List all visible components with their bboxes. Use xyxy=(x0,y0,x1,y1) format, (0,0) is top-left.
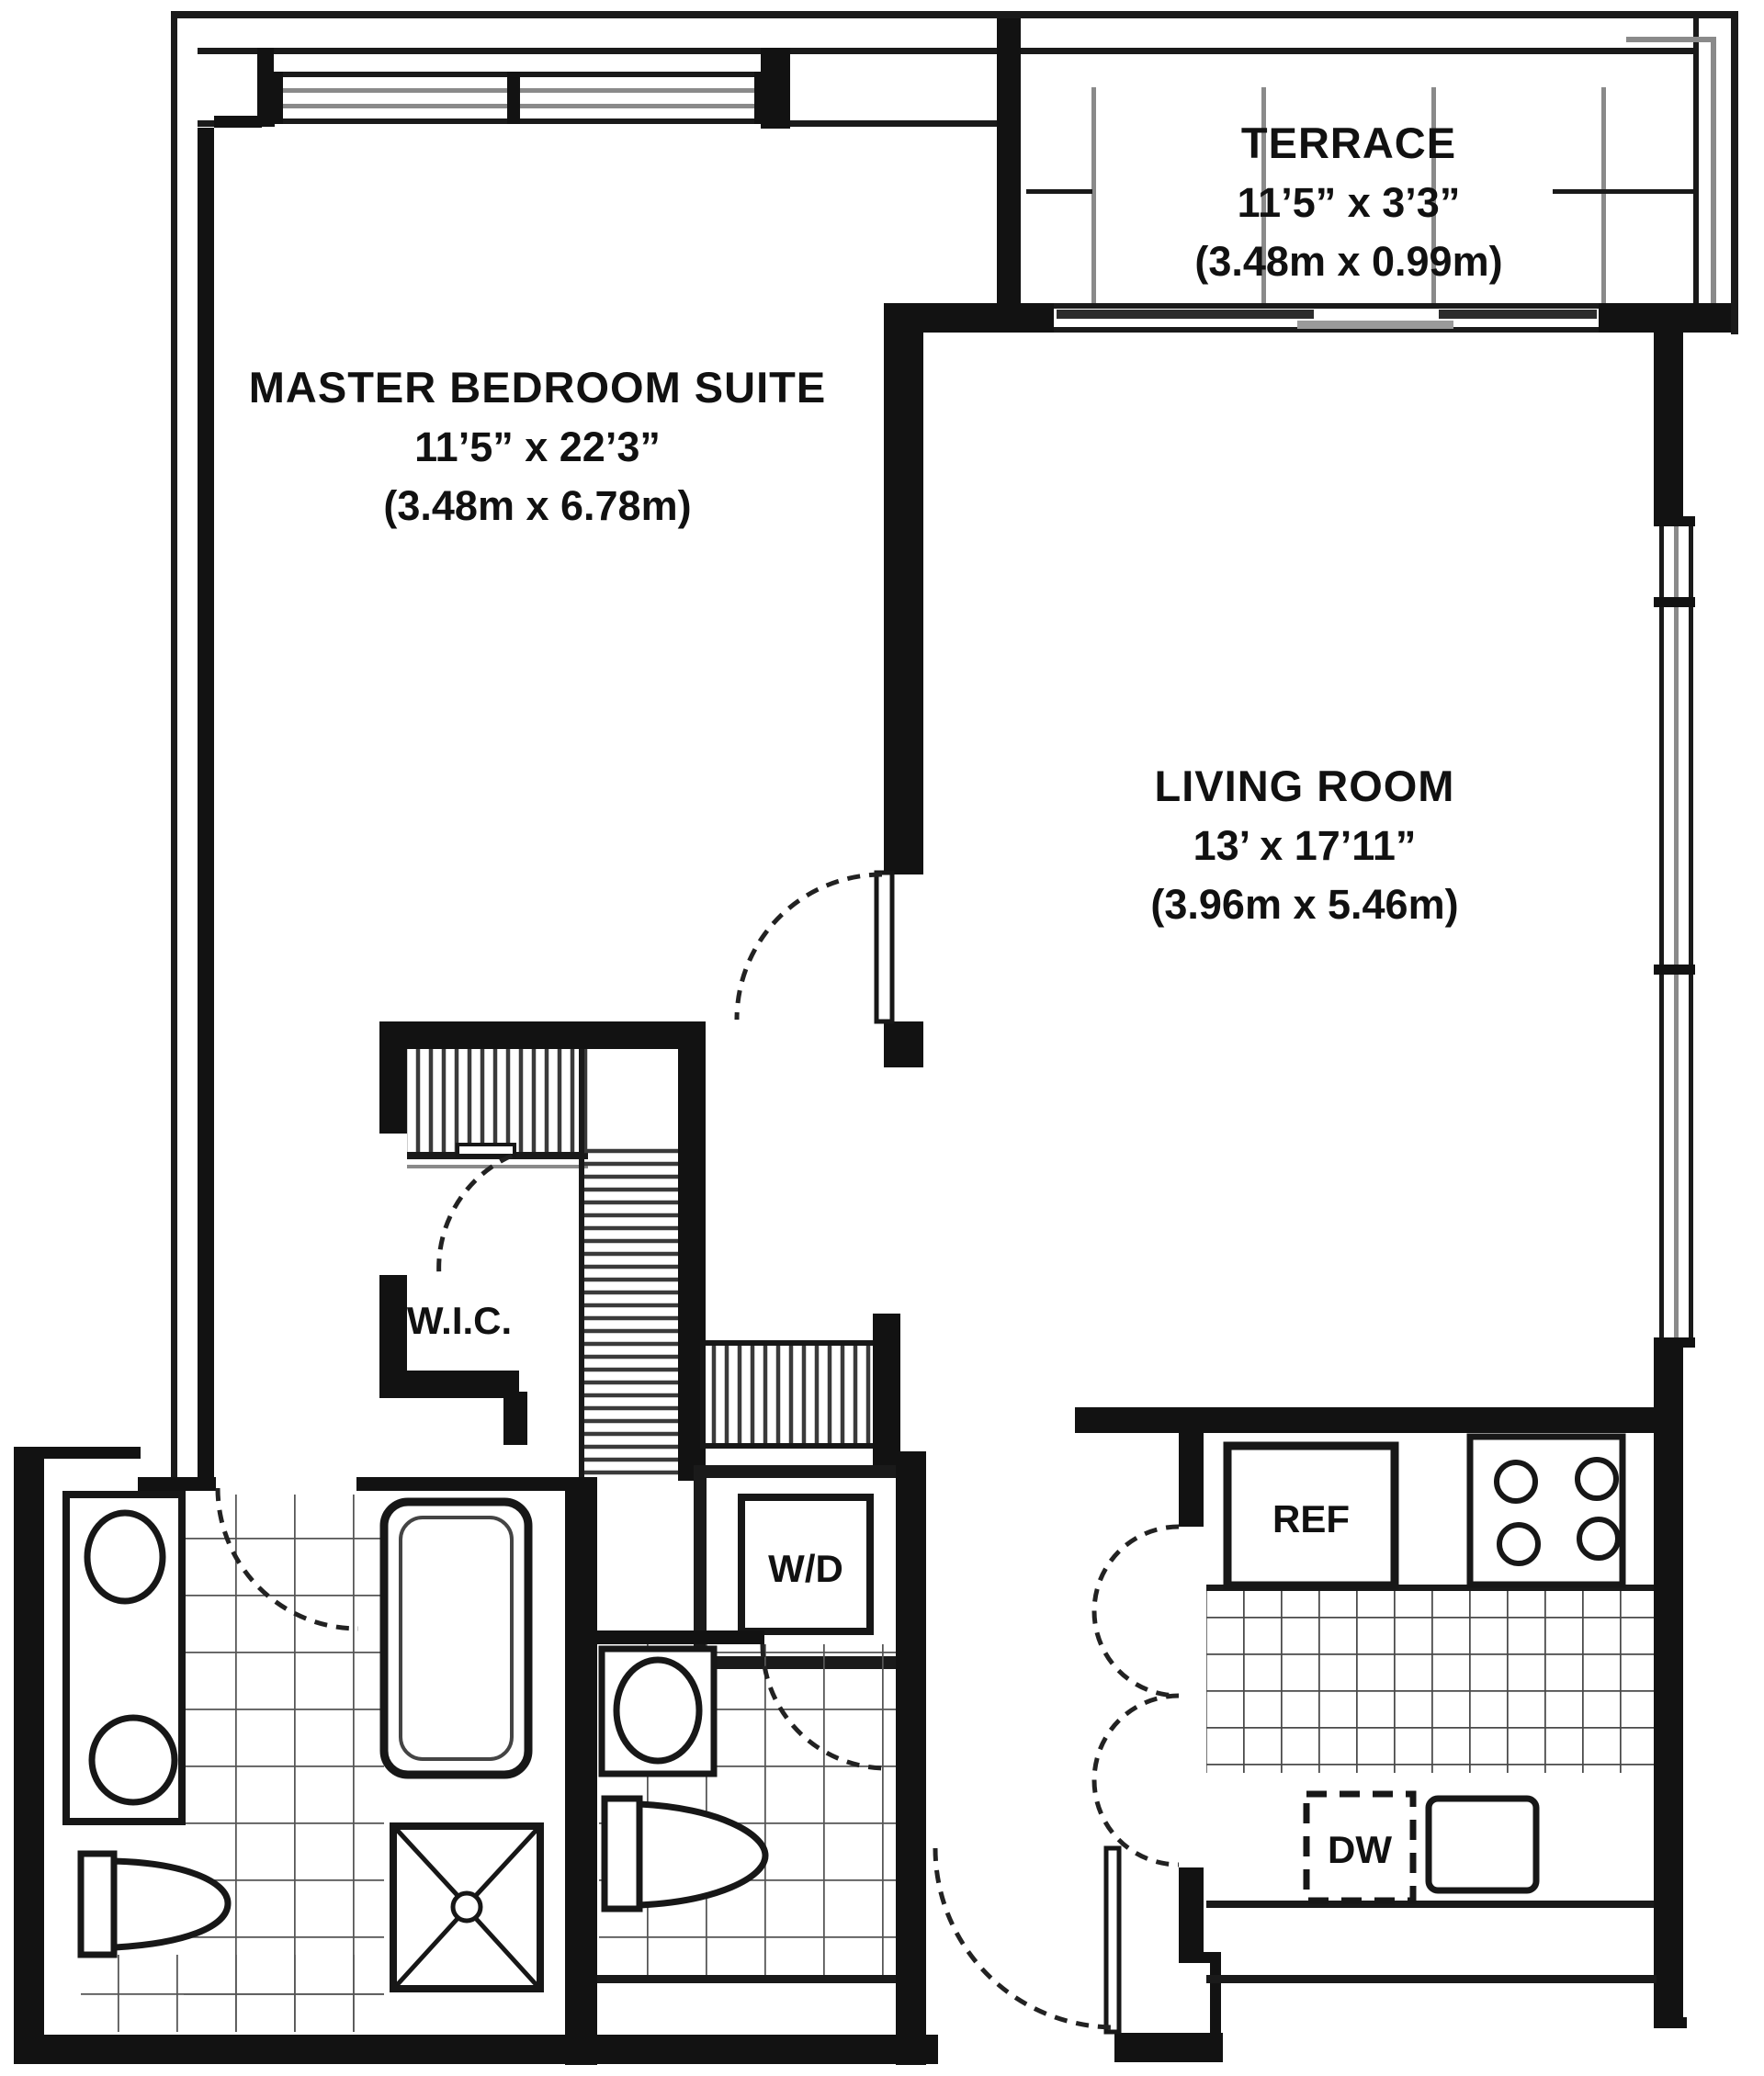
terrace-name: TERRACE xyxy=(1240,118,1457,167)
shower-drain xyxy=(453,1893,481,1921)
ref-label: REF xyxy=(1272,1497,1350,1540)
wd-label: W/D xyxy=(768,1547,843,1590)
living-room-windows xyxy=(1654,516,1695,1348)
master-bedroom-dim-imperial: 11’5” x 22’3” xyxy=(414,423,661,470)
living-room-dim-imperial: 13’ x 17’11” xyxy=(1193,822,1417,869)
kitchen-sink xyxy=(1429,1799,1536,1890)
shower xyxy=(393,1826,540,1989)
dishwasher xyxy=(1306,1794,1413,1901)
dw-label: DW xyxy=(1328,1828,1392,1871)
stove xyxy=(1470,1437,1623,1585)
bathtub xyxy=(384,1502,528,1775)
hall-bath-vanity xyxy=(602,1649,714,1774)
terrace-dim-metric: (3.48m x 0.99m) xyxy=(1194,238,1503,285)
living-room-dim-metric: (3.96m x 5.46m) xyxy=(1150,881,1459,928)
master-bedroom-dim-metric: (3.48m x 6.78m) xyxy=(383,482,692,529)
wic-label: W.I.C. xyxy=(406,1299,513,1342)
burner-3 xyxy=(1499,1525,1538,1563)
master-bedroom-name: MASTER BEDROOM SUITE xyxy=(248,363,827,412)
refrigerator xyxy=(1227,1446,1395,1585)
burner-2 xyxy=(1577,1460,1616,1498)
master-bath-tile-floor xyxy=(184,1495,384,2032)
vanity-sink-1 xyxy=(87,1513,163,1601)
burner-4 xyxy=(1579,1519,1618,1558)
master-bath-vanity xyxy=(66,1495,182,1822)
kitchen-counter-tile xyxy=(1206,1585,1654,1773)
burner-1 xyxy=(1497,1462,1535,1501)
living-room-name: LIVING ROOM xyxy=(1154,762,1455,810)
vanity-sink-2 xyxy=(92,1718,175,1802)
master-bathroom xyxy=(66,1477,597,2065)
hall-bath-sink xyxy=(616,1660,699,1761)
terrace-dim-imperial: 11’5” x 3’3” xyxy=(1237,179,1461,226)
